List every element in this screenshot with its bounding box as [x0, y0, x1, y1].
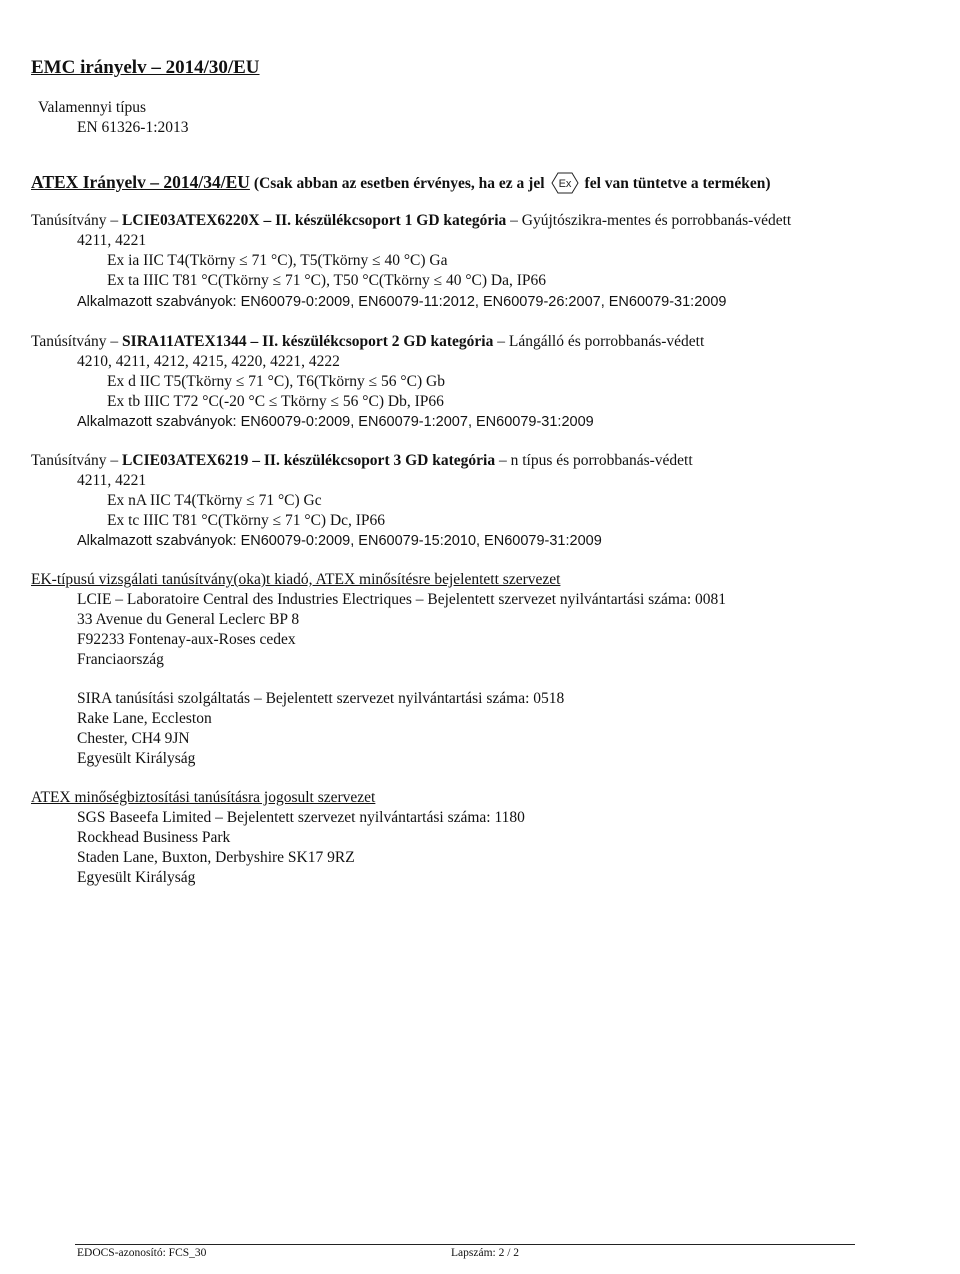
cert2-header — [31, 332, 704, 352]
sira-line: Chester, CH4 9JN — [77, 730, 190, 747]
cert2-marking-2: Ex tb IIIC T72 °C(-20 °C ≤ Tkörny ≤ 56 °C) Db, IP66 — [107, 393, 444, 410]
cert1-number: LCIE03ATEX6220X — [122, 212, 260, 229]
sira-line: Rake Lane, Eccleston — [77, 710, 212, 727]
lcie-line: LCIE – Laboratoire Central des Industries Electriques – Bejelentett szervezet nyilvántartási száma: 0081 — [77, 591, 727, 608]
emc-types: Valamennyi típus — [38, 99, 147, 116]
footer-page-number: Lapszám: 2 / 2 — [451, 1247, 520, 1259]
cert3-models: 4211, 4221 — [77, 472, 147, 489]
sira-line: Egyesült Királyság — [77, 750, 196, 767]
ex-symbol-text: Ex — [558, 178, 571, 190]
emc-standard: EN 61326-1:2013 — [77, 119, 189, 136]
cert1-marking-1: Ex ia IIC T4(Tkörny ≤ 71 °C), T5(Tkörny ≤ 40 °C) Ga — [107, 252, 448, 269]
sira-line: SIRA tanúsítási szolgáltatás – Bejelentett szervezet nyilvántartási száma: 0518 — [77, 690, 565, 707]
cert1-models: 4211, 4221 — [77, 232, 147, 249]
cert2-number: SIRA11ATEX1344 — [122, 333, 247, 350]
atex-heading: ATEX Irányelv – 2014/34/EU — [31, 172, 250, 192]
cert3-desc: – n típus és porrobbanás-védett — [498, 452, 693, 469]
lcie-line: F92233 Fontenay-aux-Roses cedex — [77, 631, 296, 648]
quality-heading: ATEX minőségbiztosítási tanúsításra jogosult szervezet — [31, 789, 376, 806]
cert2-group: – II. készülékcsoport 2 GD kategória — [250, 333, 494, 350]
cert1-group: – II. készülékcsoport 1 GD kategória — [263, 212, 507, 229]
cert2-standards: Alkalmazott szabványok: EN60079-0:2009, EN60079-1:2007, EN60079-31:2009 — [77, 414, 594, 430]
lcie-line: 33 Avenue du General Leclerc BP 8 — [77, 611, 300, 628]
cert1-standards: Alkalmazott szabványok: EN60079-0:2009, EN60079-11:2012, EN60079-26:2007, EN60079-31:2009 — [77, 294, 727, 310]
atex-note-pre: (Csak abban az esetben érvényes, ha ez a jel — [253, 175, 545, 192]
ex-hexagon-icon — [551, 172, 579, 200]
cert3-marking-1: Ex nA IIC T4(Tkörny ≤ 71 °C) Gc — [107, 492, 322, 509]
quality-line: SGS Baseefa Limited – Bejelentett szervezet nyilvántartási száma: 1180 — [77, 809, 525, 826]
cert2-marking-1: Ex d IIC T5(Tkörny ≤ 71 °C), T6(Tkörny ≤ 56 °C) Gb — [107, 373, 445, 390]
footer-doc-id: EDOCS-azonosító: FCS_30 — [77, 1247, 207, 1259]
cert3-standards: Alkalmazott szabványok: EN60079-0:2009, EN60079-15:2010, EN60079-31:2009 — [77, 533, 602, 549]
emc-heading: EMC irányelv – 2014/30/EU — [31, 57, 260, 78]
atex-note-post: fel van tüntetve a terméken) — [584, 175, 771, 192]
quality-line: Egyesült Királyság — [77, 869, 196, 886]
cert1-marking-2: Ex ta IIIC T81 °C(Tkörny ≤ 71 °C), T50 °C(Tkörny ≤ 40 °C) Da, IP66 — [107, 272, 547, 289]
quality-line: Rockhead Business Park — [77, 829, 231, 846]
cert3-prefix: Tanúsítvány – — [31, 452, 119, 469]
cert3-marking-2: Ex tc IIIC T81 °C(Tkörny ≤ 71 °C) Dc, IP66 — [107, 512, 386, 529]
notified-body-heading: EK-típusú vizsgálati tanúsítvány(oka)t kiadó, ATEX minősítésre bejelentett szervezet — [31, 571, 561, 588]
lcie-line: Franciaország — [77, 651, 164, 668]
cert3-header — [31, 451, 693, 471]
cert2-models: 4210, 4211, 4212, 4215, 4220, 4221, 4222 — [77, 353, 340, 370]
quality-line: Staden Lane, Buxton, Derbyshire SK17 9RZ — [77, 849, 355, 866]
cert1-prefix: Tanúsítvány – — [31, 212, 119, 229]
cert2-prefix: Tanúsítvány – — [31, 333, 119, 350]
footer-divider — [75, 1244, 855, 1245]
cert3-group: – II. készülékcsoport 3 GD kategória — [252, 452, 496, 469]
atex-heading-row — [31, 172, 770, 200]
cert1-desc: – Gyújtószikra-mentes és porrobbanás-védett — [510, 212, 792, 229]
cert3-number: LCIE03ATEX6219 — [122, 452, 249, 469]
cert2-desc: – Lángálló és porrobbanás-védett — [497, 333, 705, 350]
cert1-header — [31, 211, 791, 231]
